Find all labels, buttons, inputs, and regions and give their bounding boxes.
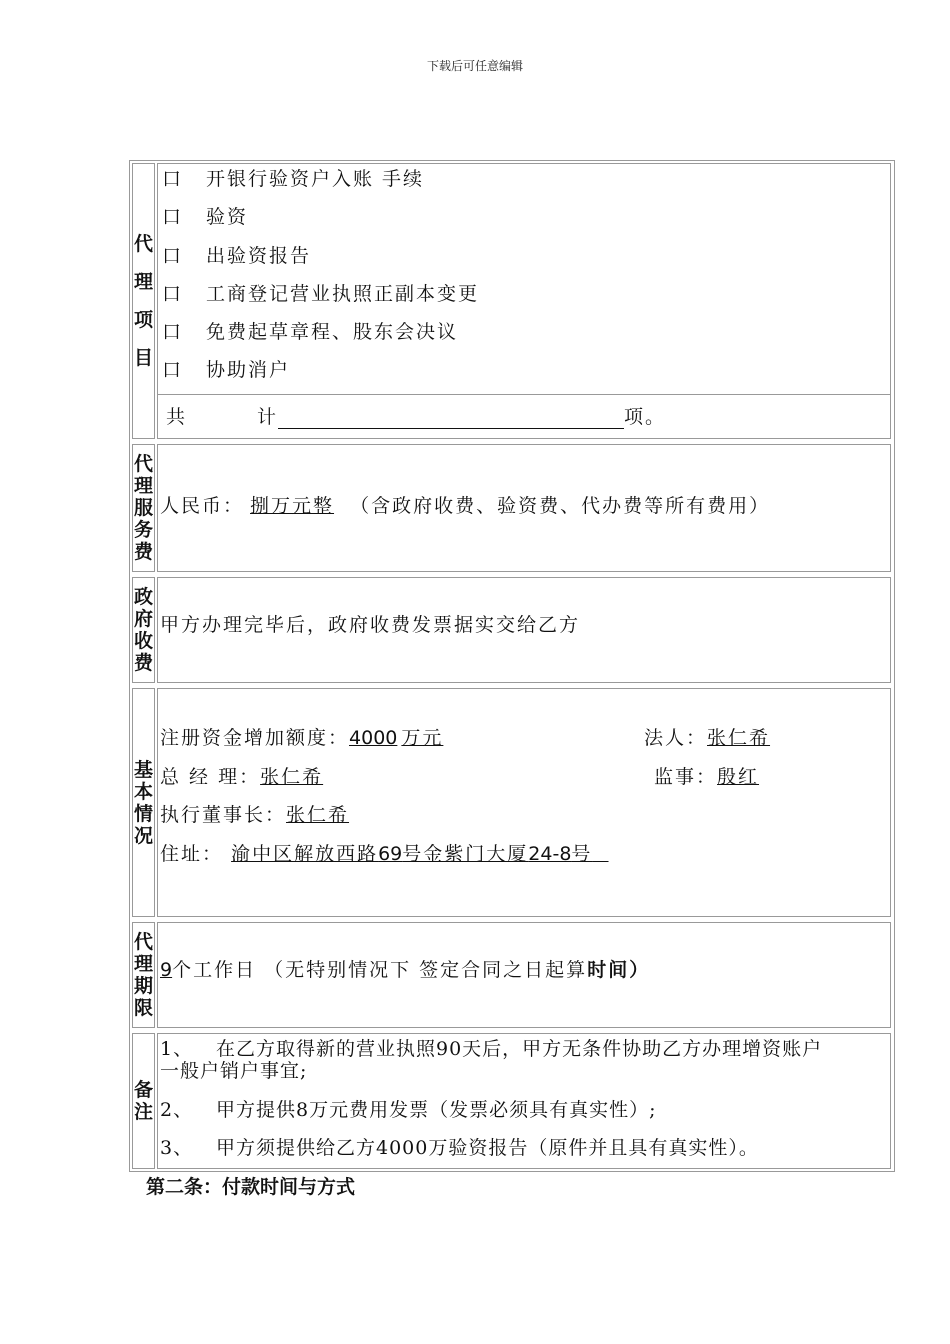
row-fee — [130, 441, 894, 574]
note-2: 2、 甲方提供8万元费用发票（发票必须具有真实性）; — [160, 1099, 657, 1121]
label-gov: 政府收费 — [132, 577, 155, 683]
row-items — [130, 161, 894, 441]
item-5: 口 免费起草章程、股东会决议 — [162, 317, 458, 344]
gov-content — [157, 577, 891, 683]
note-3: 3、 甲方须提供给乙方4000万验资报告（原件并且具有真实性）。 — [160, 1137, 759, 1159]
chairman-line: 执行董事长：张仁希 — [160, 804, 350, 826]
item-2: 口 验资 — [162, 202, 248, 229]
note-1-cont: 一般户销户事宜; — [160, 1060, 308, 1082]
total-blank[interactable] — [278, 406, 624, 429]
gov-text: 甲方办理完毕后，政府收费发票据实交给乙方 — [160, 614, 581, 636]
item-3: 口 出验资报告 — [162, 241, 311, 268]
label-items: 代理项目 — [132, 163, 155, 439]
row-period — [130, 919, 894, 1030]
period-text: 9个工作日 （无特别情况下 签定合同之日起算时间） — [160, 959, 651, 981]
fee-content — [157, 444, 891, 572]
checkbox-icon[interactable]: 口 — [162, 359, 184, 381]
label-notes: 备注 — [132, 1033, 155, 1169]
address-line: 住址： 渝中区解放西路69号金紫门大厦24-8号 — [160, 839, 609, 866]
gm-line: 总 经 理：张仁希 — [160, 766, 324, 788]
checkbox-icon[interactable]: 口 — [162, 168, 184, 190]
row-gov — [130, 574, 894, 685]
item-1: 口 开银行验资户入账 手续 — [162, 164, 424, 191]
label-fee: 代理服务费 — [132, 444, 155, 572]
contract-table — [129, 160, 895, 1172]
section-heading: 第二条：付款时间与方式 — [146, 1176, 356, 1198]
legal-line: 法人：张仁希 — [644, 727, 771, 749]
label-period: 代理期限 — [132, 922, 155, 1028]
address-value: 渝中区解放西路69号金紫门大厦24-8号 — [231, 843, 593, 865]
basic-content — [157, 688, 891, 917]
item-6: 口 协助消户 — [162, 355, 290, 382]
checkbox-icon[interactable]: 口 — [162, 321, 184, 343]
checkbox-icon[interactable]: 口 — [162, 245, 184, 267]
items-content — [157, 163, 891, 439]
supervisor-line: 监事：殷红 — [654, 766, 760, 788]
item-4: 口 工商登记营业执照正副本变更 — [162, 279, 479, 306]
checkbox-icon[interactable]: 口 — [162, 206, 184, 228]
note-1: 1、 在乙方取得新的营业执照90天后，甲方无条件协助乙方办理增资账户 — [160, 1038, 823, 1060]
fee-amount: 捌万元整 — [250, 495, 335, 517]
page-header: 下载后可任意编辑 — [426, 59, 523, 73]
fee-text: 人民币： 捌万元整 （含政府收费、验资费、代办费等所有费用） — [160, 495, 771, 517]
row-notes — [130, 1030, 894, 1172]
label-basic: 基本情况 — [132, 688, 155, 917]
row-basic — [130, 685, 894, 919]
notes-content — [157, 1033, 891, 1169]
capital-line: 注册资金增加额度：4000 万元 — [160, 727, 444, 749]
items-total: 共 计 项。 — [166, 406, 667, 428]
checkbox-icon[interactable]: 口 — [162, 283, 184, 305]
period-content — [157, 922, 891, 1028]
